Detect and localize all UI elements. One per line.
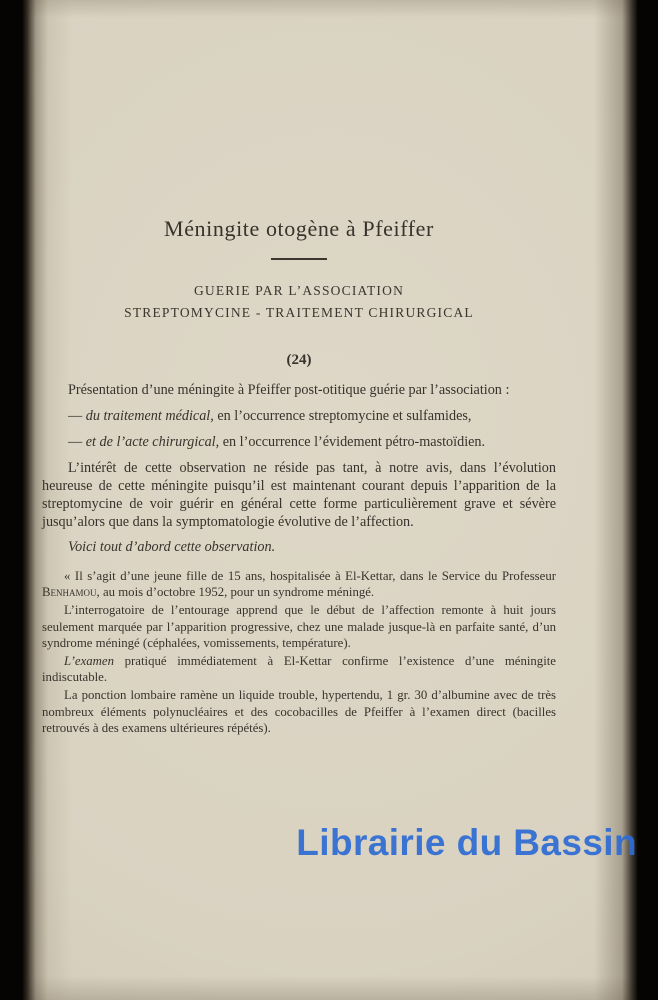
item-text: en l’occurrence l’évidement pétro-mastoïdien.	[219, 434, 486, 450]
page-title: Méningite otogène à Pfeiffer	[164, 216, 434, 241]
list-item-medical	[42, 407, 556, 425]
italic-text: L’examen	[64, 654, 114, 669]
observation-paragraph-1	[42, 568, 556, 600]
observation-block	[42, 568, 556, 736]
list-item-surgical	[42, 433, 556, 451]
obs-text: pratiqué immédiatement à El-Kettar confirme l’existence d’une méningite indiscutable.	[42, 654, 556, 685]
watermark: Librairie du Bassin	[296, 822, 637, 863]
subtitle	[42, 280, 556, 324]
item-text: en l’occurrence streptomycine et sulfamides,	[213, 408, 472, 424]
observation-paragraph-3	[42, 653, 556, 685]
observation-paragraph-2: L’interrogatoire de l’entourage apprend que le début de l’affection remonte à huit jours seulement marquée par l’apparition progressive, chez une malade jusque-là en parfaite santé, d’un syndrome méningé (céphalées, vomissements, température).	[42, 603, 556, 650]
paragraph-intro: Présentation d’une méningite à Pfeiffer post-otitique guérie par l’association :	[68, 382, 510, 398]
obs-text: « Il s’agit d’une jeune fille de 15 ans, hospitalisée à El-Kettar, dans le Service du Professeur	[64, 569, 556, 583]
title-rule	[271, 258, 327, 260]
observation-paragraph-4: La ponction lombaire ramène un liquide trouble, hypertendu, 1 gr. 30 d’albumine avec de très nombreux éléments polynucléaires et des cocobacilles de Pfeiffer à l’examen direct (bacilles retrouvés à des examens ultérieures répétés).	[42, 688, 556, 735]
italic-text: du traitement médical,	[85, 408, 214, 424]
subtitle-line-1: GUERIE PAR L’ASSOCIATION	[193, 283, 405, 298]
dash: —	[68, 408, 86, 424]
paragraph-discussion: L’intérêt de cette observation ne réside pas tant, à notre avis, dans l’évolution heureuse de cette méningite puisqu’il est maintenant courant depuis l’apparition de la streptomycine de voir guérir en général cette forme particulièrement grave et sévère jusqu’alors que dans la symptomatologie évolutive de l’affection.	[42, 460, 556, 530]
obs-text: , au mois d’octobre 1952, pour un syndrome méningé.	[96, 585, 375, 600]
page-content	[42, 0, 556, 736]
subtitle-line-2: STREPTOMYCINE - TRAITEMENT CHIRURGICAL	[124, 305, 474, 320]
paragraph-lead-in: Voici tout d’abord cette observation.	[68, 539, 276, 555]
italic-text: et de l’acte chirurgical,	[85, 434, 220, 450]
dash: —	[68, 434, 86, 450]
professor-name: Benhamou	[42, 585, 97, 600]
section-number: (24)	[286, 352, 312, 368]
